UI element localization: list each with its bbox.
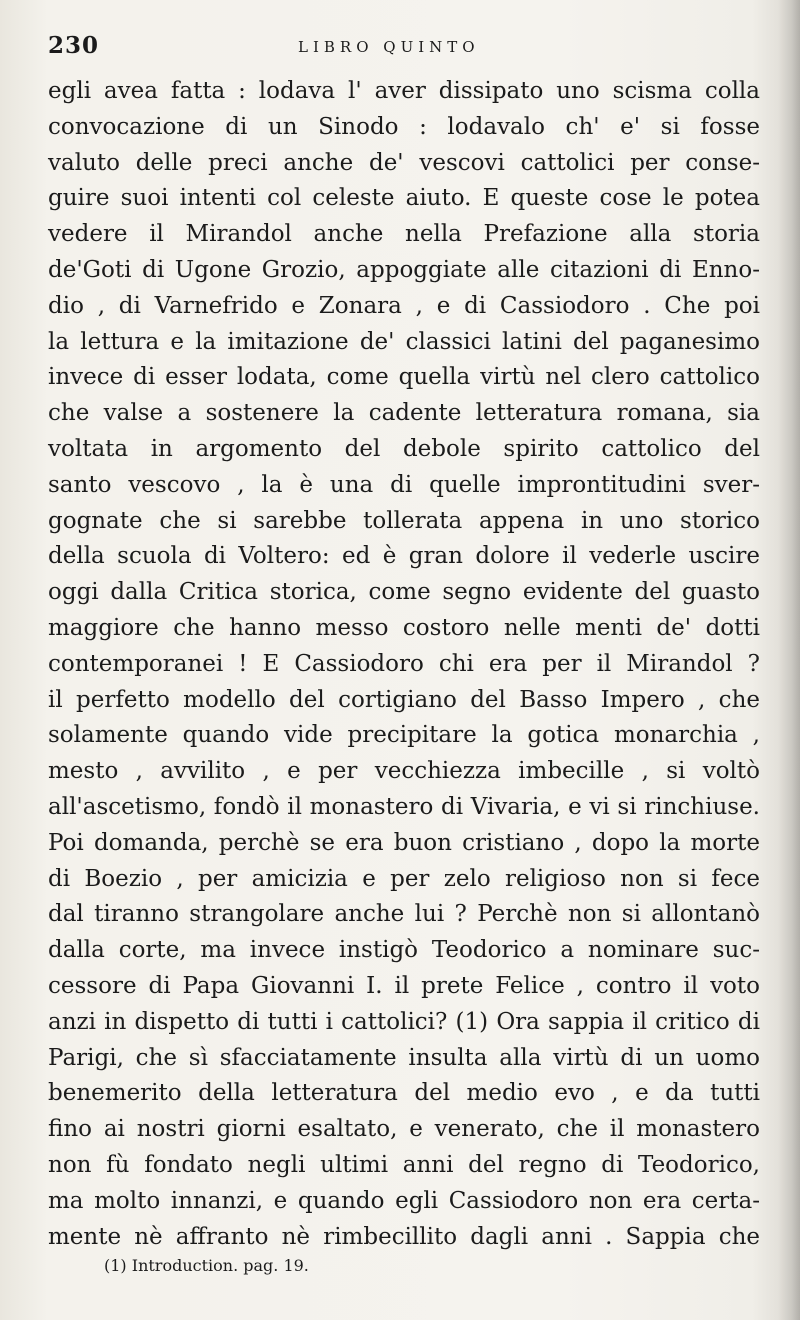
footnote: (1) Introduction. pag. 19. (104, 1256, 309, 1275)
body-text (48, 74, 760, 1255)
text-line: dal tiranno strangolare anche lui ? Perchè non si allontanò (48, 901, 760, 928)
text-line: di Boezio , per amicizia e per zelo religioso non si fece (48, 865, 760, 892)
text-line: cessore di Papa Giovanni I. il prete Felice , contro il voto (48, 972, 760, 999)
text-line: Poi domanda, perchè se era buon cristiano , dopo la morte (48, 829, 760, 856)
text-line: anzi in dispetto di tutti i cattolici? (1) Ora sappia il critico di (48, 1008, 760, 1035)
text-line: invece di esser lodata, come quella virtù nel clero cattolico (48, 364, 760, 391)
text-line: contemporanei ! E Cassiodoro chi era per il Mirandol ? (48, 650, 760, 677)
page-number: 230 (48, 32, 100, 59)
text-line: de'Goti di Ugone Grozio, appoggiate alle citazioni di Enno- (48, 256, 760, 283)
text-line: solamente quando vide precipitare la gotica monarchia , (48, 722, 760, 749)
text-line: santo vescovo , la è una di quelle improntitudini sver- (48, 471, 760, 498)
text-line: dio , di Varnefrido e Zonara , e di Cassiodoro . Che poi (48, 292, 760, 319)
text-line: guire suoi intenti col celeste aiuto. E queste cose le potea (48, 185, 760, 212)
text-line: maggiore che hanno messo costoro nelle menti de' dotti (48, 614, 760, 641)
text-line: vedere il Mirandol anche nella Prefazione alla storia (48, 221, 760, 248)
text-line: benemerito della letteratura del medio evo , e da tutti (48, 1080, 760, 1107)
text-line: Parigi, che sì sfacciatamente insulta alla virtù di un uomo (48, 1044, 760, 1071)
text-line: non fù fondato negli ultimi anni del regno di Teodorico, (48, 1151, 760, 1178)
text-line: fino ai nostri giorni esaltato, e venerato, che il monastero (48, 1116, 760, 1143)
text-line: valuto delle preci anche de' vescovi cattolici per conse- (48, 149, 760, 176)
text-line: mesto , avvilito , e per vecchiezza imbecille , si voltò (48, 758, 760, 785)
text-line: oggi dalla Critica storica, come segno evidente del guasto (48, 579, 760, 606)
page-header (48, 32, 748, 68)
text-line: voltata in argomento del debole spirito cattolico del (48, 435, 760, 462)
text-line: ma molto innanzi, e quando egli Cassiodoro non era certa- (48, 1187, 760, 1214)
text-line: dalla corte, ma invece instigò Teodorico a nominare suc- (48, 937, 760, 964)
text-line: egli avea fatta : lodava l' aver dissipato uno scisma colla (48, 78, 760, 104)
text-line: che valse a sostenere la cadente letteratura romana, sia (48, 400, 760, 427)
running-title: LIBRO QUINTO (298, 38, 480, 56)
text-line: il perfetto modello del cortigiano del Basso Impero , che (48, 686, 760, 713)
text-line: mente nè affranto nè rimbecillito dagli anni . Sappia che (48, 1223, 760, 1250)
text-line: all'ascetismo, fondò il monastero di Vivaria, e vi si rinchiuse. (48, 793, 760, 820)
text-line: convocazione di un Sinodo : lodavalo ch' e' si fosse (48, 113, 760, 140)
text-line: la lettura e la imitazione de' classici latini del paganesimo (48, 328, 760, 355)
text-line: della scuola di Voltero: ed è gran dolore il vederle uscire (48, 543, 760, 570)
page-edge-shadow (778, 0, 800, 1320)
text-line: gognate che si sarebbe tollerata appena in uno storico (48, 507, 760, 534)
